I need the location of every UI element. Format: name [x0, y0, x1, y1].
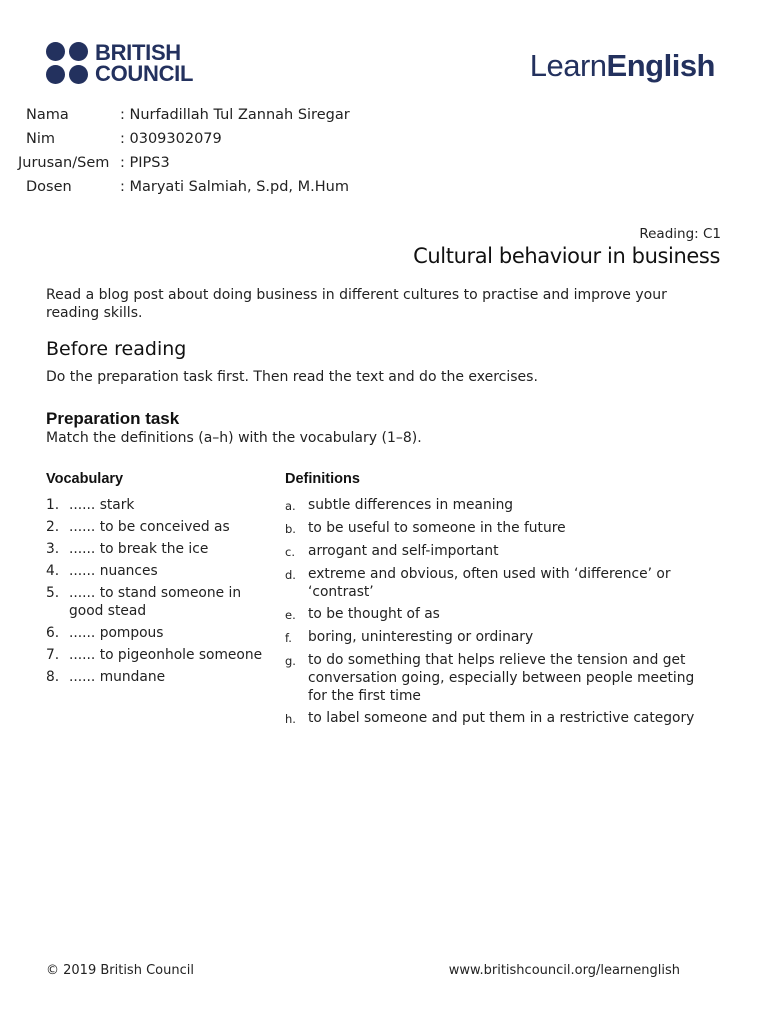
definition-text: to be thought of as: [308, 606, 440, 622]
lesson-intro: Read a blog post about doing business in different cultures to practise and improve your reading skills.: [46, 287, 667, 321]
lesson-title: Cultural behaviour in business: [413, 244, 720, 268]
student-info-label: Nama: [26, 107, 69, 123]
definition-item: [285, 628, 715, 647]
vocabulary-text: ...... to pigeonhole someone: [69, 647, 263, 663]
definition-item: [285, 651, 715, 705]
definition-text: boring, uninteresting or ordinary: [308, 629, 534, 645]
student-info-value: : Maryati Salmiah, S.pd, M.Hum: [120, 179, 349, 195]
student-info-row: [18, 175, 350, 199]
definitions-list: [285, 496, 715, 732]
vocabulary-number: 8.: [46, 669, 60, 685]
student-info-row: [18, 103, 350, 127]
vocabulary-item: [46, 584, 276, 620]
learnenglish-logo: LearnEnglish: [529, 48, 715, 83]
vocabulary-text: ...... to be conceived as: [69, 519, 230, 535]
student-info-row: [18, 127, 350, 151]
definition-text: to label someone and put them in a restrictive category: [308, 710, 695, 726]
vocabulary-item: [46, 668, 276, 686]
vocabulary-number: 6.: [46, 625, 60, 641]
definition-item: [285, 565, 715, 601]
vocabulary-number: 2.: [46, 519, 60, 535]
british-council-wordmark: BRITISH COUNCIL: [95, 40, 194, 86]
definition-item: [285, 709, 715, 728]
definition-text: subtle differences in meaning: [308, 497, 514, 513]
definition-item: [285, 542, 715, 561]
student-info-value: : PIPS3: [120, 155, 170, 171]
definition-letter: h.: [285, 712, 296, 726]
vocabulary-heading: Vocabulary: [46, 471, 124, 487]
vocabulary-number: 3.: [46, 541, 60, 557]
student-info-value: : 0309302079: [120, 131, 222, 147]
vocabulary-number: 4.: [46, 563, 60, 579]
definition-letter: c.: [285, 545, 295, 559]
vocabulary-item: [46, 624, 276, 642]
definition-letter: a.: [285, 499, 296, 513]
vocabulary-item: [46, 562, 276, 580]
before-reading-instruction: Do the preparation task first. Then read the text and do the exercises.: [46, 369, 538, 385]
student-info-label: Nim: [26, 131, 55, 147]
vocabulary-text: ...... mundane: [69, 669, 166, 685]
vocabulary-list: [46, 496, 276, 690]
vocabulary-item: [46, 496, 276, 514]
preparation-task-instruction: Match the definitions (a–h) with the vocabulary (1–8).: [46, 430, 422, 446]
website-link[interactable]: www.britishcouncil.org/learnenglish: [448, 963, 680, 978]
definition-text: arrogant and self-important: [308, 543, 499, 559]
british-council-logo: [46, 42, 193, 84]
vocabulary-text: ...... nuances: [69, 563, 158, 579]
preparation-task-heading: Preparation task: [46, 409, 180, 428]
definition-letter: d.: [285, 568, 296, 582]
definition-item: [285, 519, 715, 538]
before-reading-heading: Before reading: [46, 338, 187, 360]
vocabulary-text: ...... pompous: [69, 625, 164, 641]
british-council-dots-icon: [46, 42, 88, 84]
vocabulary-item: [46, 646, 276, 664]
definition-text: extreme and obvious, often used with ‘difference’ or ‘contrast’: [308, 566, 671, 600]
vocabulary-number: 7.: [46, 647, 60, 663]
definition-item: [285, 496, 715, 515]
vocabulary-text: ...... to stand someone in good stead: [69, 585, 242, 619]
student-info-row: [18, 151, 350, 175]
definition-letter: g.: [285, 654, 296, 668]
lesson-level: Reading: C1: [639, 226, 721, 242]
vocabulary-number: 1.: [46, 497, 60, 513]
definition-letter: f.: [285, 631, 292, 645]
student-info-label: Jurusan/Sem: [18, 155, 110, 171]
definition-text: to do something that helps relieve the tension and get conversation going, especially between people meeting for the first time: [308, 652, 695, 704]
definition-text: to be useful to someone in the future: [308, 520, 566, 536]
definition-item: [285, 605, 715, 624]
vocabulary-text: ...... to break the ice: [69, 541, 209, 557]
vocabulary-item: [46, 540, 276, 558]
definitions-heading: Definitions: [285, 471, 360, 487]
definition-letter: b.: [285, 522, 296, 536]
student-info-label: Dosen: [26, 179, 72, 195]
vocabulary-text: ...... stark: [69, 497, 135, 513]
definition-letter: e.: [285, 608, 296, 622]
copyright-text: © 2019 British Council: [46, 963, 194, 978]
student-info-value: : Nurfadillah Tul Zannah Siregar: [120, 107, 350, 123]
student-info: [18, 103, 350, 199]
vocabulary-number: 5.: [46, 585, 60, 601]
vocabulary-item: [46, 518, 276, 536]
